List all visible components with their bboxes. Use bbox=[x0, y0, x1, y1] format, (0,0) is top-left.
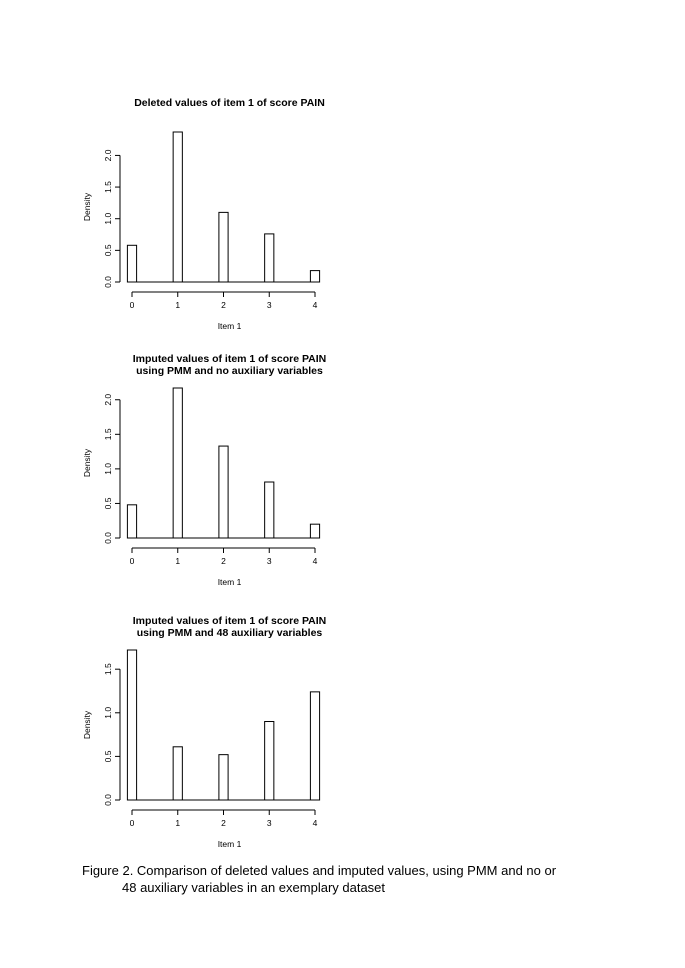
y-tick-label: 0.5 bbox=[103, 750, 113, 763]
chart-title-line: using PMM and no auxiliary variables bbox=[136, 365, 323, 377]
y-tick-label: 2.0 bbox=[103, 393, 113, 406]
x-tick-label: 1 bbox=[175, 818, 181, 828]
y-tick-label: 1.0 bbox=[102, 462, 113, 475]
histogram-bar bbox=[310, 524, 319, 538]
histogram-bar bbox=[173, 132, 182, 282]
chart-title-line: Imputed values of item 1 of score PAIN bbox=[132, 353, 327, 365]
y-tick-label: 2.0 bbox=[103, 149, 113, 162]
x-axis-label: Item 1 bbox=[217, 839, 242, 849]
histogram-imputed-48-auxiliary bbox=[70, 610, 350, 860]
y-tick-label: 0.0 bbox=[103, 532, 113, 544]
figure-caption bbox=[82, 862, 642, 896]
histogram-bar bbox=[219, 446, 228, 538]
y-tick-label: 0.0 bbox=[103, 794, 113, 806]
x-tick-label: 0 bbox=[129, 300, 135, 310]
x-tick-label: 2 bbox=[221, 300, 226, 310]
caption-line-2: 48 auxiliary variables in an exemplary dataset bbox=[122, 880, 386, 895]
x-tick-label: 1 bbox=[175, 556, 181, 566]
y-axis-label: Density bbox=[82, 448, 92, 478]
chart-svg bbox=[70, 92, 350, 342]
y-tick-label: 1.5 bbox=[103, 181, 113, 193]
histogram-bar bbox=[265, 482, 274, 538]
histogram-bar bbox=[265, 722, 274, 800]
histogram-bar bbox=[310, 692, 319, 800]
x-tick-label: 3 bbox=[266, 556, 272, 566]
caption-line-1: Figure 2. Comparison of deleted values and imputed values, using PMM and no or bbox=[82, 863, 557, 878]
histogram-bar bbox=[173, 747, 182, 800]
histogram-bar bbox=[127, 505, 136, 538]
chart-svg bbox=[70, 348, 350, 598]
x-tick-label: 2 bbox=[221, 556, 226, 566]
x-tick-label: 4 bbox=[312, 818, 318, 828]
x-tick-label: 4 bbox=[312, 300, 318, 310]
y-tick-label: 0.0 bbox=[103, 276, 113, 288]
histogram-bar bbox=[127, 650, 136, 800]
x-tick-label: 0 bbox=[129, 556, 135, 566]
histogram-bar bbox=[173, 388, 182, 538]
x-tick-label: 1 bbox=[175, 300, 181, 310]
chart-title-line: using PMM and 48 auxiliary variables bbox=[136, 627, 323, 639]
x-axis-label: Item 1 bbox=[217, 321, 242, 331]
x-tick-label: 3 bbox=[266, 818, 272, 828]
histogram-bar bbox=[265, 234, 274, 282]
x-axis-label: Item 1 bbox=[217, 577, 242, 587]
y-tick-label: 0.5 bbox=[103, 244, 113, 257]
histogram-bar bbox=[310, 271, 319, 282]
histogram-deleted-values bbox=[70, 92, 350, 342]
y-tick-label: 1.0 bbox=[103, 212, 113, 225]
chart-svg bbox=[70, 610, 350, 860]
x-tick-label: 2 bbox=[221, 818, 226, 828]
x-tick-label: 3 bbox=[266, 300, 272, 310]
y-tick-label: 0.5 bbox=[103, 497, 113, 510]
y-axis-label: Density bbox=[82, 192, 92, 222]
histogram-bar bbox=[219, 755, 228, 800]
y-tick-label: 1.5 bbox=[103, 663, 113, 676]
y-tick-label: 1.5 bbox=[103, 428, 113, 441]
chart-title-line: Imputed values of item 1 of score PAIN bbox=[132, 615, 327, 627]
histogram-bar bbox=[219, 212, 228, 282]
x-tick-label: 4 bbox=[312, 556, 318, 566]
y-axis-label: Density bbox=[82, 710, 92, 740]
x-tick-label: 0 bbox=[129, 818, 135, 828]
chart-title-line: Deleted values of item 1 of score PAIN bbox=[134, 97, 325, 109]
histogram-imputed-no-auxiliary bbox=[70, 348, 350, 598]
histogram-bar bbox=[127, 245, 136, 282]
y-tick-label: 1.0 bbox=[103, 706, 113, 719]
